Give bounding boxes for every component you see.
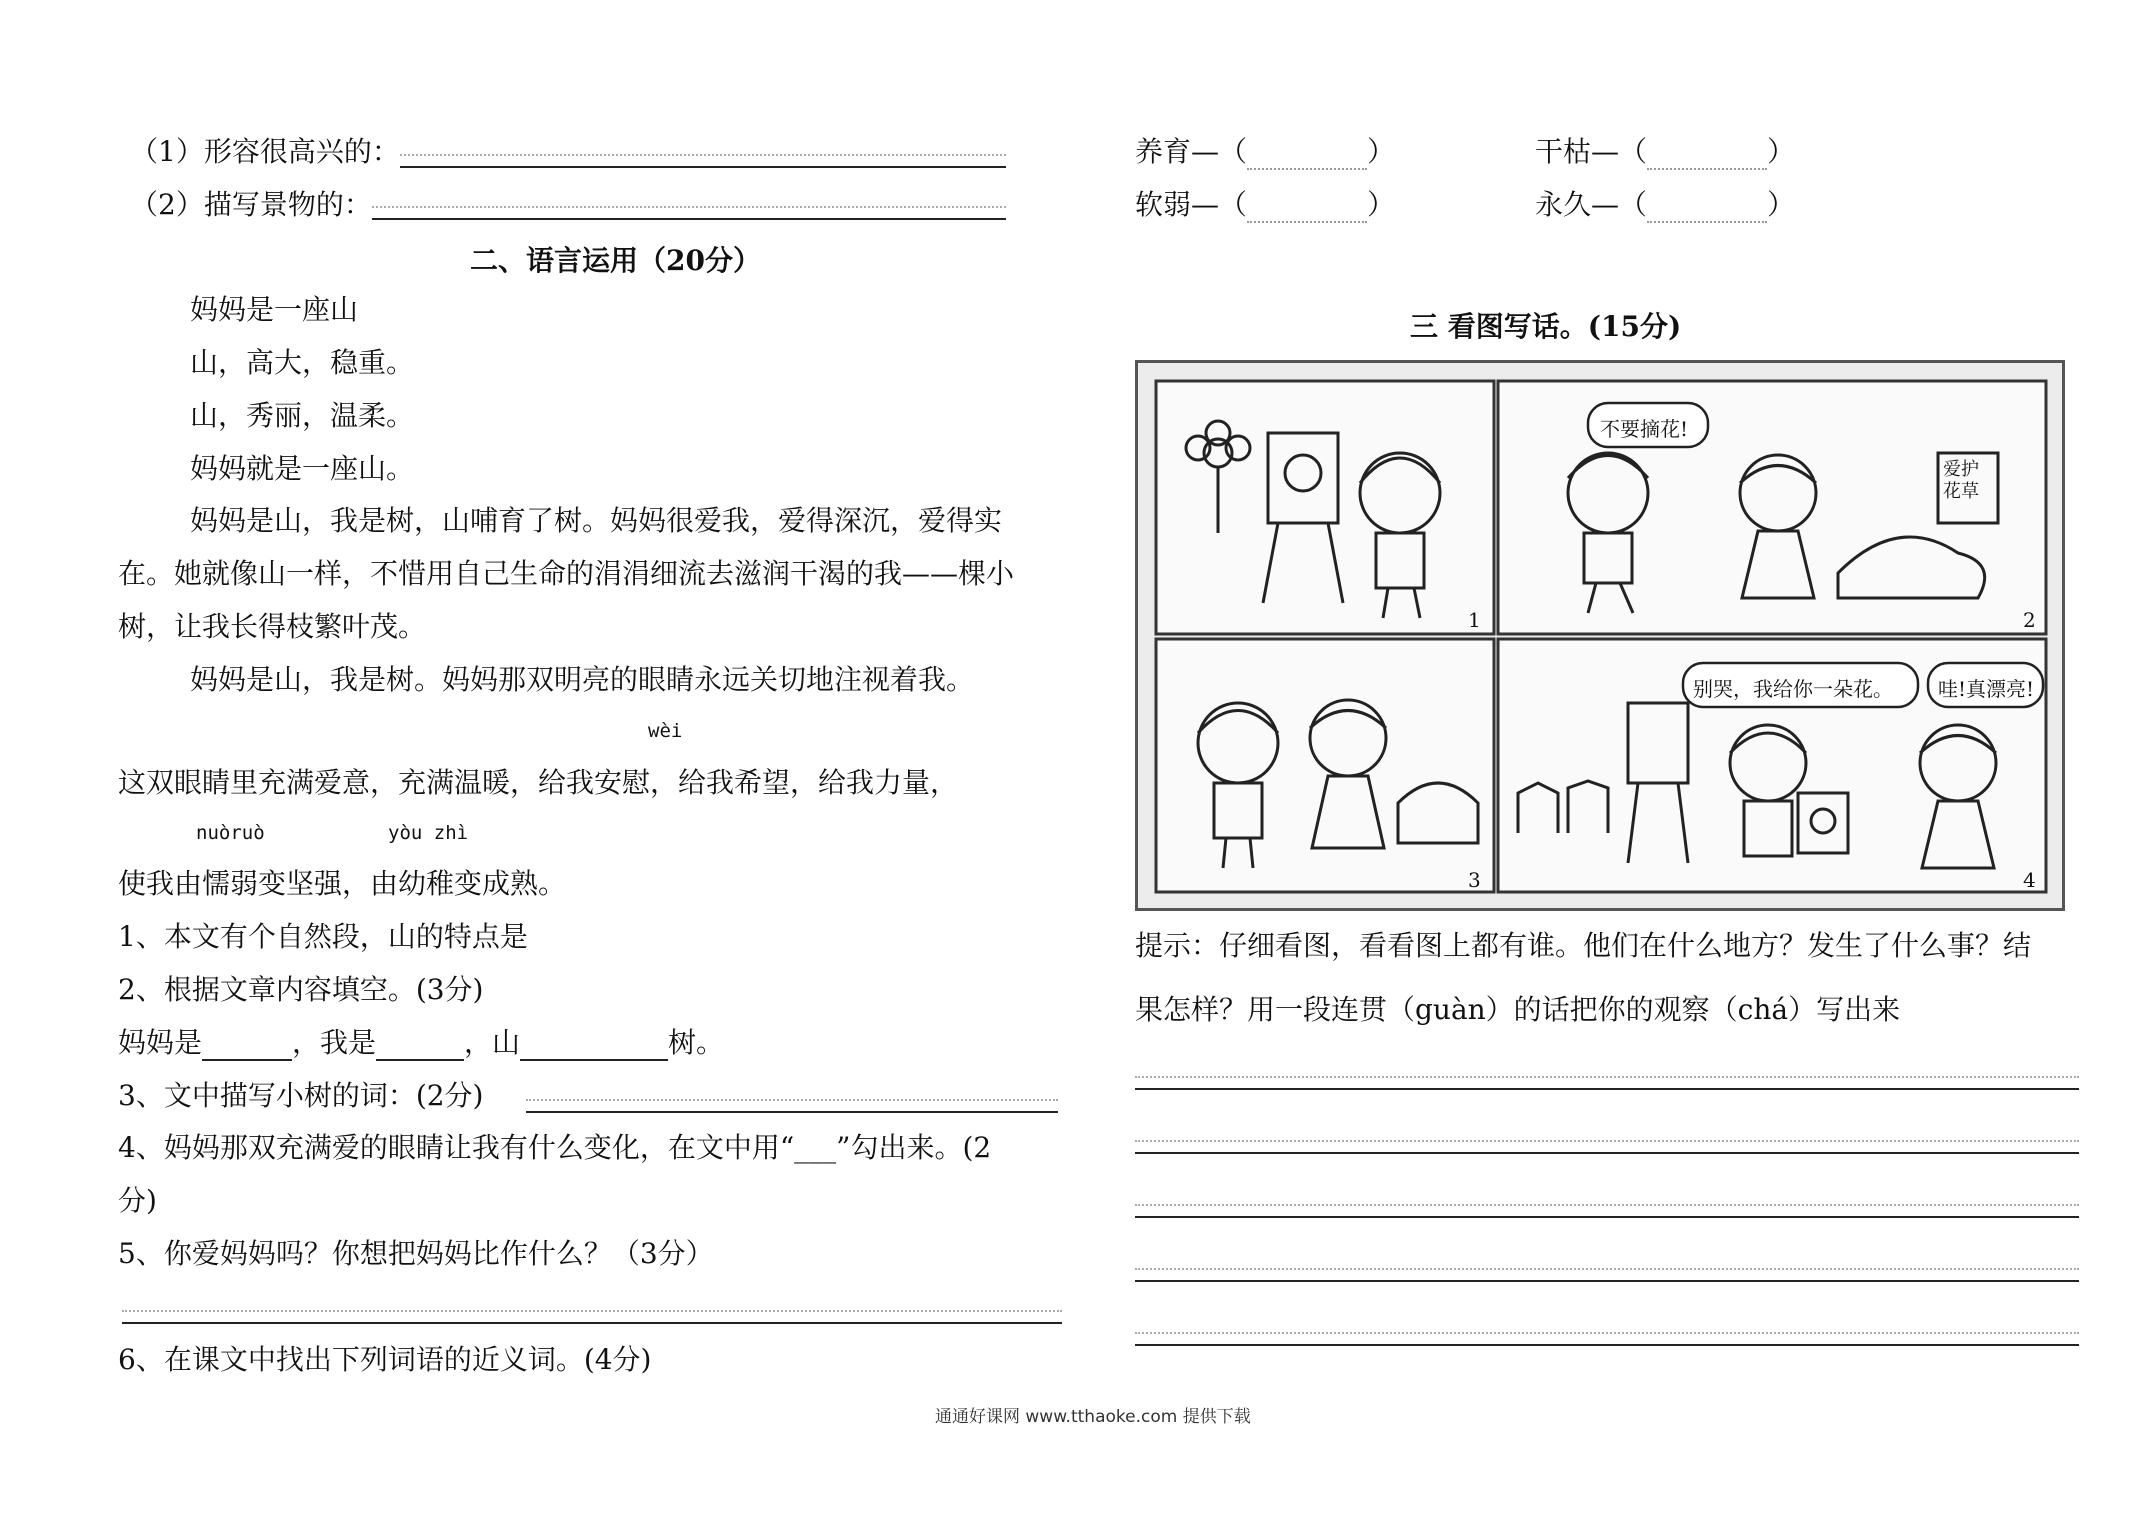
question-6: 6、在课文中找出下列词语的近义词。(4分): [118, 1343, 652, 1376]
comic-illustration: [1138, 363, 2062, 908]
speech-bubble-3: 哇!真漂亮!: [1938, 677, 2035, 701]
writing-line[interactable]: [1135, 1152, 2079, 1154]
panel-number: 2: [2023, 608, 2036, 632]
poem-line: 山，秀丽，温柔。: [190, 399, 415, 432]
paragraph-line: 妈妈是山，我是树，山哺育了树。妈妈很爱我，爱得深沉，爱得实: [190, 504, 1003, 537]
q1-1-label: （1）形容很高兴的：: [130, 135, 400, 168]
sign-text: 爱护花草: [1943, 459, 1979, 502]
fill-text: 妈妈是: [118, 1026, 203, 1059]
fill-text: 树。: [668, 1026, 725, 1059]
panel-1: [1156, 381, 1494, 634]
synonym-word: 干枯—（: [1535, 135, 1648, 168]
panel-2: [1498, 381, 2046, 634]
q1-2-line: [130, 187, 372, 223]
pinyin-nuoruo: nuòruò: [196, 822, 265, 844]
section3-title: 三 看图写话。(15分): [1410, 310, 1682, 343]
synonym-blank[interactable]: [1247, 142, 1367, 170]
panel-number: 1: [1468, 608, 1481, 632]
writing-line[interactable]: [1135, 1216, 2079, 1218]
question-1: 1、本文有个自然段，山的特点是: [118, 920, 528, 953]
synonym-row-1: [1135, 134, 1395, 170]
synonym-blank[interactable]: [1647, 195, 1767, 223]
speech-bubble-1: 不要摘花!: [1600, 417, 1689, 441]
panel-number: 4: [2023, 868, 2036, 892]
writing-line[interactable]: [1135, 1344, 2079, 1346]
question-4-line2: 分): [118, 1184, 157, 1217]
synonym-row-2b: [1535, 187, 1795, 223]
paragraph-line: 妈妈是山，我是树。妈妈那双明亮的眼睛永远关切地注视着我。: [190, 663, 975, 696]
synonym-row-2: [1135, 187, 1395, 223]
writing-line[interactable]: [1135, 1280, 2079, 1282]
q1-2-label: （2）描写景物的：: [130, 188, 372, 221]
paragraph-line: 使我由懦弱变坚强，由幼稚变成熟。: [118, 867, 567, 900]
fill-blank[interactable]: [202, 1033, 292, 1061]
hint-line-1: 提示：仔细看图，看看图上都有谁。他们在什么地方？发生了什么事？结: [1135, 929, 2032, 962]
question-5: 5、你爱妈妈吗？你想把妈妈比作什么？（3分）: [118, 1237, 714, 1270]
speech-bubble-2: 别哭，我给你一朵花。: [1693, 677, 1893, 701]
poem-line: 妈妈就是一座山。: [190, 452, 415, 485]
answer-line[interactable]: [122, 1322, 1062, 1324]
pinyin-wei: wèi: [648, 720, 683, 742]
question-2-fill: [118, 1025, 724, 1061]
hint-line-2: 果怎样？用一段连贯（guàn）的话把你的观察（chá）写出来: [1135, 993, 1901, 1026]
question-2: 2、根据文章内容填空。(3分): [118, 973, 484, 1006]
synonym-word: 永久—（: [1535, 188, 1648, 221]
writing-line[interactable]: [1135, 1088, 2079, 1090]
question-4-line1: 4、妈妈那双充满爱的眼睛让我有什么变化，在文中用“___”勾出来。(2: [118, 1131, 992, 1164]
panel-number: 3: [1468, 868, 1481, 892]
fill-text: ，山: [464, 1026, 521, 1059]
fill-blank[interactable]: [376, 1033, 464, 1061]
footer-text: 通通好课网 www.tthaoke.com 提供下载: [935, 1407, 1251, 1427]
section2-title: 二、语言运用（20分）: [470, 244, 761, 277]
fill-text: ，我是: [292, 1026, 377, 1059]
synonym-word: 养育—（: [1135, 135, 1248, 168]
synonym-word: 软弱—（: [1135, 188, 1248, 221]
comic-strip: [1135, 360, 2065, 911]
paragraph-line: 在。她就像山一样，不惜用自己生命的涓涓细流去滋润干渴的我——棵小: [118, 557, 1015, 590]
bracket: ）: [1767, 135, 1796, 168]
pinyin-youzhi: yòu zhì: [388, 822, 469, 844]
answer-line[interactable]: [526, 1111, 1058, 1113]
bracket: ）: [1767, 188, 1796, 221]
poem-line: 山，高大，稳重。: [190, 346, 415, 379]
synonym-row-1b: [1535, 134, 1795, 170]
bracket: ）: [1367, 188, 1396, 221]
synonym-blank[interactable]: [1247, 195, 1367, 223]
answer-line[interactable]: [400, 166, 1006, 168]
paragraph-line: 树，让我长得枝繁叶茂。: [118, 610, 427, 643]
paragraph-line: 这双眼睛里充满爱意，充满温暖，给我安慰，给我希望，给我力量，: [118, 766, 959, 799]
question-3: 3、文中描写小树的词：(2分): [118, 1079, 484, 1112]
fill-blank[interactable]: [520, 1033, 668, 1061]
q1-1-line: [130, 134, 400, 170]
answer-line[interactable]: [372, 218, 1006, 220]
synonym-blank[interactable]: [1647, 142, 1767, 170]
bracket: ）: [1367, 135, 1396, 168]
poem-line: 妈妈是一座山: [190, 293, 359, 326]
